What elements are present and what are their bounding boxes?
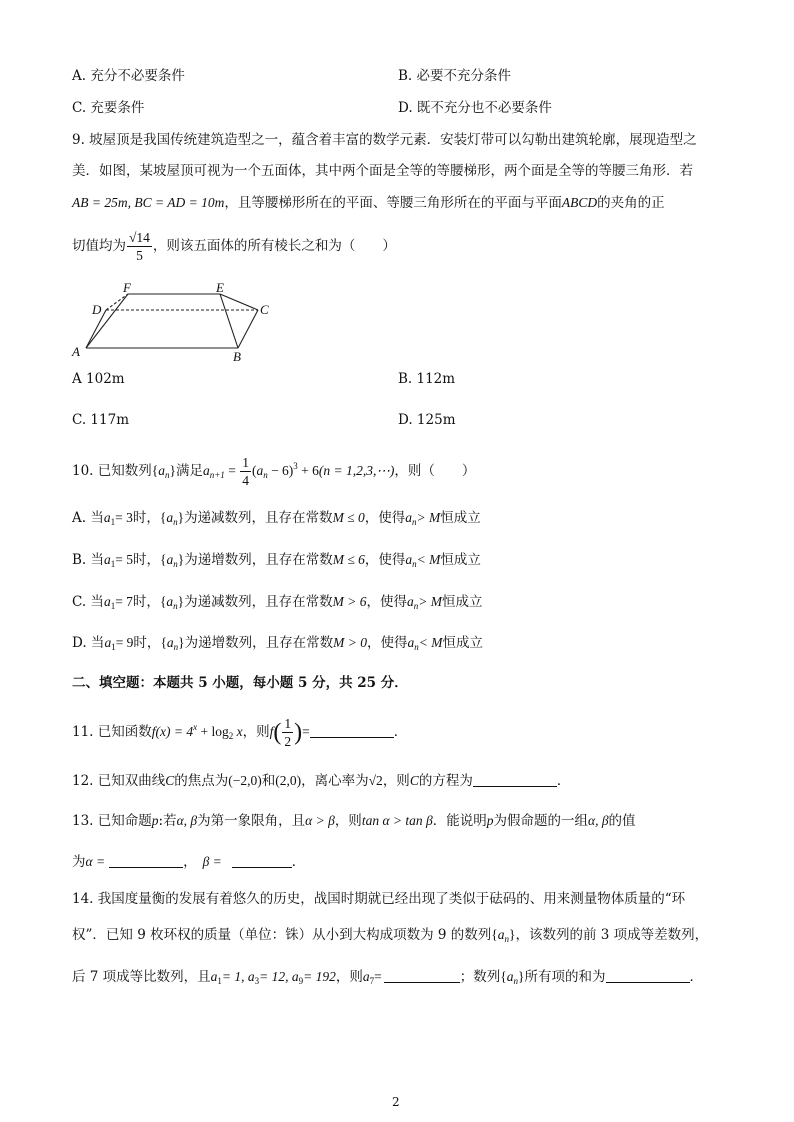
q10-mid: 满足: [175, 463, 203, 479]
q14-cond: = 1, a: [221, 969, 255, 984]
q14-line2: 权”．已知 9 枚环权的质量（单位：铢）从小到大构成项数为 9 的数列$\{a_n\}$，该数列的前 3 项成等差数列，: [72, 927, 709, 944]
q11-exponent: x: [193, 722, 198, 732]
q12-c2: C: [409, 773, 419, 788]
q12: [72, 771, 570, 791]
q14-txt3: 所有项的和为: [524, 969, 606, 985]
q13-cond: α > β: [305, 813, 335, 828]
q11-pre: 11. 已知函数: [72, 724, 152, 740]
label-c: C: [260, 302, 269, 317]
q9-line3: [72, 193, 665, 213]
q9-option-a: A 102m: [72, 371, 125, 387]
q9-line4-post: ，则该五面体的所有棱长之和为（ ）: [152, 238, 396, 254]
q13-tan: tan α > tan β: [361, 813, 433, 828]
q14-txt2: ；数列: [459, 969, 501, 985]
q13-ab2: α, β: [587, 813, 609, 828]
q8-option-d: D. 既不充分也不必要条件: [398, 100, 552, 116]
q9-option-c: C. 117m: [72, 412, 129, 428]
q10-d-ineq: < M: [418, 635, 443, 650]
q13-p2: p: [486, 813, 494, 828]
q10-b-val: = 5时，: [115, 552, 161, 567]
q14-line2-pre: 权”．已知 9 枚环权的质量（单位：铢）从小到大构成项数为 9 的数列: [72, 927, 492, 943]
q10-a-ineq: > M: [416, 510, 441, 525]
q12-eccentricity: √2: [368, 773, 383, 788]
q9-option-b: B. 112m: [398, 371, 456, 387]
q13-txt5: 为假命题的一组: [493, 813, 588, 829]
q14-line1: 14. 我国度量衡的发展有着悠久的历史，战国时期就已经出现了类似于砝码的、用来测量物体质量的“环: [72, 891, 686, 907]
q8-option-c: C. 充要条件: [72, 100, 145, 116]
q13-line1: [72, 811, 636, 831]
q11-end: ．: [393, 724, 408, 740]
q9-line2: 美．如图，某坡屋顶可视为一个五面体，其中两个面是全等的等腰梯形，两个面是全等的等腰三角形．若: [72, 163, 693, 179]
q10-c-txt: 为递减数列，且存在常数: [184, 594, 333, 610]
q11-answer-blank[interactable]: [310, 723, 394, 738]
q9-plane-abcd: ABCD: [561, 195, 598, 210]
q10-b-cond: M ≤ 6: [332, 552, 365, 567]
q10-stem: 10. 已知数列$\{a_n\}$满足$a_{n+1}$ = $\frac{1}{4}$ $(a_n - 6)^3 + 6(n$ = 1,2,3,⋯)，则（ ）: [72, 455, 476, 488]
q14-line3-pre: 后 7 项成等比数列，且: [72, 969, 211, 985]
q10-c-val: = 7时，: [115, 594, 160, 609]
page-number: 2: [392, 1095, 400, 1109]
q12-c: C: [165, 773, 175, 788]
q9-dimensions: AB = 25m, BC = AD = 10m: [72, 195, 225, 210]
q10-option-c: C. 当$a_1= 7$时，$\{a_n\}$为递减数列，且存在常数M > 6，使得$a_n> M$恒成立: [72, 594, 483, 611]
q14-cond2: = 12, a: [259, 969, 299, 984]
q12-txt1: 的焦点为: [174, 773, 229, 789]
q10-d-tail2: 恒成立: [442, 635, 483, 651]
edge-ec: [220, 294, 258, 310]
label-e: E: [216, 280, 224, 295]
q11-mid: ，则: [242, 724, 270, 740]
q9-frac-den: 5: [136, 248, 143, 263]
q10-a-tail2: 恒成立: [440, 510, 481, 526]
section-heading-fill-in: 二、填空题：本题共 5 小题，每小题 5 分，共 25 分．: [72, 675, 408, 691]
q10-b-ineq: < M: [416, 552, 441, 567]
q8-option-b: B. 必要不充分条件: [398, 68, 512, 84]
q10-a-pre: A. 当: [72, 510, 104, 526]
q11-eq: =: [302, 724, 310, 739]
q12-end: ．: [556, 773, 571, 789]
q14-sum-blank[interactable]: [606, 968, 690, 983]
q14-a7-blank[interactable]: [384, 968, 460, 983]
q11-x: x: [233, 724, 243, 739]
q13-line2: [72, 852, 305, 872]
q12-pre: 12. 已知双曲线: [72, 773, 166, 789]
q10-option-b: B. 当$a_1= 5$时，$\{a_n\}$为递增数列，且存在常数M ≤ 6，使得$a_n< M$恒成立: [72, 552, 481, 569]
q12-txt4: 的方程为: [418, 773, 473, 789]
q10-c-tail1: ，使得: [366, 594, 408, 610]
q11-log: + log: [197, 724, 229, 739]
q9-line4-pre: 切值均为: [72, 238, 126, 254]
q13-alpha-eq: α =: [85, 854, 106, 869]
q14-line3: 后 7 项成等比数列，且$a_1= 1$, $a_3= 12$, $a_9= 192$，则$a_7=$ ；数列$\{a_n\}$所有项的和为 ．: [72, 969, 704, 986]
q13-end: ．: [291, 854, 306, 870]
q9-tangent-fraction: [127, 229, 152, 264]
q11-half-fraction: [282, 715, 293, 750]
q9-line3-tail: 的夹角的正: [597, 195, 665, 211]
q12-focus2: (2,0): [275, 773, 302, 788]
q10-b-pre: B. 当: [72, 552, 105, 568]
q12-txt2: ，离心率为: [301, 773, 369, 789]
pentahedron-figure: [70, 280, 280, 364]
q10-a-txt: 为递减数列，且存在常数: [184, 510, 333, 526]
q9-line3-text: ，且等腰梯形所在的平面、等腰三角形所在的平面与平面: [224, 195, 562, 211]
q10-c-ineq: > M: [418, 594, 442, 609]
q10-a-cond: M ≤ 0: [332, 510, 365, 525]
q12-txt3: ，则: [382, 773, 410, 789]
label-f: F: [123, 280, 131, 295]
q14-end: ．: [689, 969, 704, 985]
q10-b-txt: 为递增数列，且存在常数: [184, 552, 333, 568]
edge-be: [220, 294, 238, 348]
q11-f: f: [269, 724, 274, 739]
q10-quarter-fraction: $\frac{1}{4}$: [242, 455, 249, 488]
q13-p: p: [151, 813, 159, 828]
q13-txt4: ．能说明: [432, 813, 487, 829]
q14-line2-post: ，该数列的前 3 项成等差数列，: [515, 927, 709, 943]
q10-c-cond: M > 6: [332, 594, 367, 609]
q13-ab: α, β: [176, 813, 198, 828]
q13-txt1: :若: [158, 813, 177, 829]
q13-txt2: 为第一象限角，且: [197, 813, 306, 829]
q10-option-d: D. 当$a_1= 9$时，$\{a_n\}$为递增数列，且存在常数M > 0，使得$a_n< M$恒成立: [72, 635, 483, 652]
edge-bc: [238, 310, 258, 348]
q10-c-pre: C. 当: [72, 594, 104, 610]
q10-a-tail1: ，使得: [364, 510, 406, 526]
q12-focus1: (−2,0): [228, 773, 262, 788]
q10-b-tail1: ，使得: [364, 552, 406, 568]
q10-b-tail2: 恒成立: [440, 552, 481, 568]
q9-option-d: D. 125m: [398, 412, 456, 428]
q11-func: f(x) = 4: [151, 724, 194, 739]
q13-alpha-blank[interactable]: [109, 853, 183, 868]
q11-den: 2: [284, 734, 292, 749]
q11-log-base: 2: [228, 731, 234, 741]
q10-post: ，则（ ）: [394, 463, 476, 479]
q13-txt3: ，则: [334, 813, 362, 829]
q9-line1: 9. 坡屋顶是我国传统建筑造型之一，蕴含着丰富的数学元素．安装灯带可以勾勒出建筑轮廓，展现造型之: [72, 132, 697, 148]
q10-d-cond: M > 0: [333, 635, 368, 650]
q10-d-val: = 9时，: [115, 635, 161, 650]
q9-line4: [72, 228, 396, 264]
q13-line2-pre: 为: [72, 854, 86, 870]
q14-txt1: ，则: [335, 969, 363, 985]
q10-formula-range: (n = 1,2,3,⋯): [318, 463, 395, 478]
q13-comma: ，: [183, 854, 197, 870]
q14-a7-eq: =: [374, 969, 382, 984]
q10-c-tail2: 恒成立: [442, 594, 483, 610]
label-a: A: [72, 344, 80, 359]
q9-frac-num: √14: [129, 230, 150, 245]
q10-d-tail1: ，使得: [367, 635, 408, 651]
label-b: B: [233, 349, 241, 364]
q10-option-a: A. 当$a_1= 3$时，$\{a_n\}$为递减数列，且存在常数M ≤ 0，使得$a_n> M$恒成立: [72, 510, 481, 527]
q14-cond3: = 192: [303, 969, 336, 984]
q13-beta-blank[interactable]: [232, 853, 292, 868]
q10-d-pre: D. 当: [72, 635, 105, 651]
q13-pre: 13. 已知命题: [72, 813, 152, 829]
q11: 11. 已知函数$f(x) = 4^x + \log_2 x$，则f( $\frac{1}{2}$ )= ．: [72, 716, 408, 749]
q8-option-a: A. 充分不必要条件: [72, 68, 185, 84]
label-d: D: [92, 302, 102, 317]
q13-txt6: 的值: [608, 813, 636, 829]
q10-a-val: = 3时，: [115, 510, 160, 525]
q11-num: 1: [284, 716, 292, 731]
q10-d-txt: 为递增数列，且存在常数: [184, 635, 334, 651]
q12-answer-blank[interactable]: [473, 772, 557, 787]
q12-and: 和: [261, 773, 276, 789]
q10-pre: 10. 已知数列: [72, 463, 152, 479]
q13-beta-eq: β =: [202, 854, 222, 869]
